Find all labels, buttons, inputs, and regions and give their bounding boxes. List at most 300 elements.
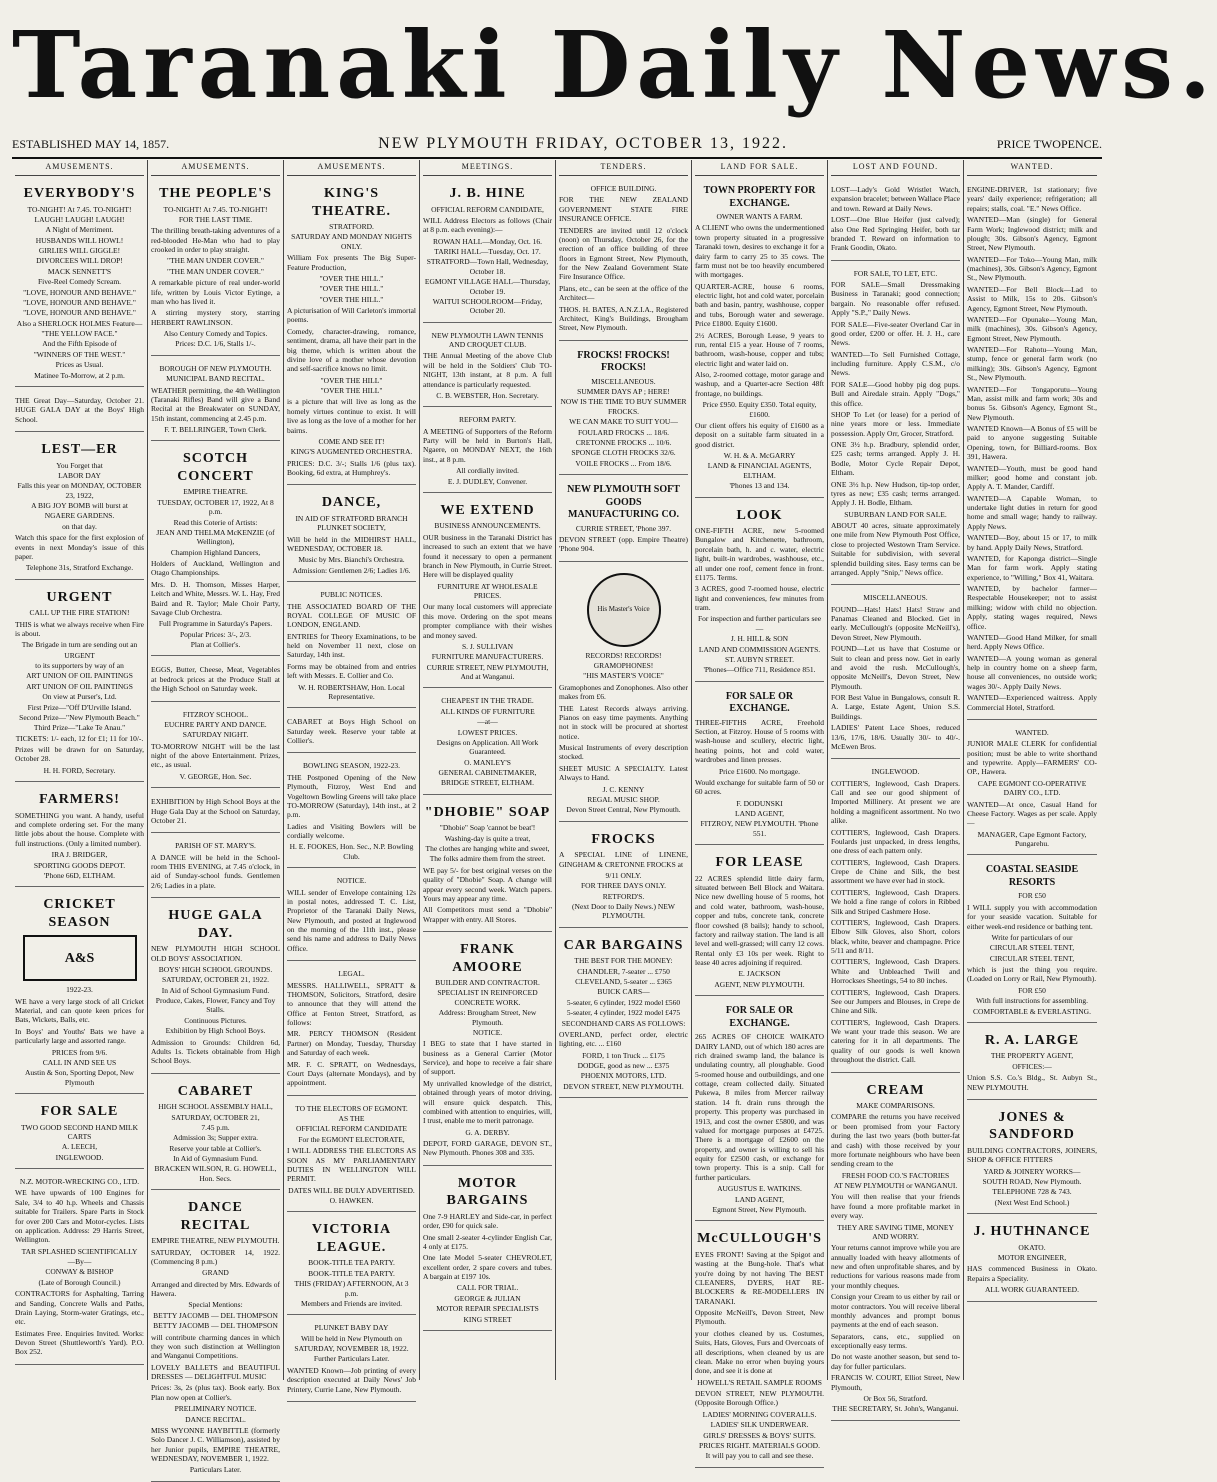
ad-line: Music by Mrs. Bianchi's Orchestra. [298, 555, 405, 565]
ad-line: WANTED—Youth, must be good hand milker; good home and constant job. Apply A. T. Mander, Cardiff. [967, 463, 1097, 492]
ad-line: DATES WILL BE DULY ADVERTISED. [288, 1185, 415, 1195]
ad-line: CIRCULAR STEEL TENT, [989, 943, 1075, 953]
ad-line: REFORM PARTY. [458, 415, 517, 425]
ad-line: Admission: Gentlemen 2/6; Ladies 1/6. [292, 565, 411, 575]
ad-line: WANTED—Good Hand Milker, for small herd. Apply News Office. [967, 632, 1097, 652]
advertisement [967, 859, 1097, 1023]
ad-line: LOST—Lady's Gold Wristlet Watch, expansion bracelet; between Wallace Place and town. Reward at Daily News. [831, 185, 960, 213]
ad-line: WE have a very large stock of all Cricket Material, and can quote keen prices for Bats, Wickets, Balls, etc. [15, 996, 144, 1025]
ad-line: DIVORCEES WILL DROP! [36, 256, 123, 266]
ad-title: JONES & SANDFORD [989, 1109, 1075, 1143]
ad-title: CREAM [866, 1082, 925, 1098]
advertisement [151, 360, 280, 442]
ad-line: RECORDS! RECORDS! [585, 650, 662, 660]
ad-line: ENTRIES for Theory Examinations, to be held on November 11 next, close on Saturday, 14th inst. [287, 631, 416, 660]
ad-line: EUCHRE PARTY AND DANCE. [164, 719, 267, 729]
ad-line: WE CAN MAKE TO SUIT YOU— [569, 417, 678, 427]
ad-line: CABARET at Boys High School on Saturday week. Reserve your table at Collier's. [287, 717, 416, 745]
ad-line: H. H. FORD, Secretary. [43, 765, 116, 775]
ad-line: NOTICE. [472, 1027, 503, 1037]
ad-line: on that day. [62, 521, 97, 531]
ad-line: CHANDLER, 7-seater ... £750 [577, 966, 670, 976]
advertisement [151, 180, 280, 356]
ad-line: LAND AGENT, [734, 1194, 785, 1204]
ad-line: PARISH OF ST. MARY'S. [175, 841, 256, 851]
ad-line: which is just the thing you require. (Loaded on Lorry or Rail, New Plymouth). [967, 965, 1097, 984]
ad-line: SATURDAY NIGHT. [182, 730, 249, 740]
ad-line: RETFORD'S. [602, 891, 645, 901]
column-6 [692, 160, 828, 1461]
advertisement [423, 936, 552, 1166]
advertisement [559, 345, 688, 475]
ad-line: —at— [477, 717, 498, 727]
ad-line: WANTED—Experienced waitress. Apply Commercial Hotel, Stratford. [967, 693, 1097, 712]
ad-line: SHEET MUSIC A SPECIALTY. Latest Always to Hand. [559, 763, 688, 783]
ad-line: MR. PERCY THOMSON (Resident Partner) on Monday, Tuesday, Thursday and Saturday of each week. [287, 1029, 416, 1058]
ad-line: "LOVE, HONOUR AND BEHAVE." [23, 297, 136, 307]
ad-line: Holders of Auckland, Wellington and Otago Championships. [151, 559, 280, 578]
ad-line: QUARTER-ACRE, house 6 rooms, electric light, hot and cold water, porcelain bath and basin, pantry, washhouse, copper and tubs, Borough water and sewerage. Price £1800. Equity £1600. [695, 281, 824, 329]
ad-title: NEW PLYMOUTH SOFT GOODS MANUFACTURING CO. [567, 484, 680, 520]
ad-line: I WILL supply you with accommodation for your seaside vacation. Suitable for either week-end residence or bathing tent. [967, 902, 1097, 931]
ad-line: Union S.S. Co.'s Bldg., St. Aubyn St., NEW PLYMOUTH. [967, 1073, 1097, 1092]
ad-line: Musical Instruments of every description stocked. [559, 743, 688, 762]
ad-line: FURNITURE MANUFACTURERS. [431, 652, 544, 662]
ad-line: MR. F. C. SPRATT, on Wednesdays, Court Days (alternate Mondays), and by appointment. [287, 1059, 416, 1088]
column-heading: WANTED. [967, 160, 1097, 176]
ad-line: SOUTH ROAD, New Plymouth. [982, 1177, 1082, 1186]
ad-line: Falls this year on MONDAY, OCTOBER 23, 1922, [17, 481, 142, 500]
ad-line: F. DODUNSKI [736, 798, 783, 808]
ad-line: IN AID OF STRATFORD BRANCH PLUNKET SOCIETY, [295, 513, 408, 533]
ad-line: BUILDING CONTRACTORS, JOINERS, SHOP & OFFICE FITTERS [967, 1145, 1097, 1165]
ad-line: BOWLING SEASON, 1922-23. [302, 761, 401, 771]
advertisement [831, 589, 960, 759]
advertisement [695, 180, 824, 498]
ad-line: TUESDAY, OCTOBER 17, 1922, At 8 p.m. [157, 497, 274, 517]
ad-line: MACK SENNETT'S [47, 266, 112, 276]
ad-line: PHOENIX MOTORS, LTD. [580, 1071, 667, 1081]
ad-line: H. E. FOOKES, Hon. Sec., N.P. Bowling Club. [289, 842, 414, 861]
ad-line: The clothes are hanging white and sweet, [425, 844, 550, 853]
ad-line: THE PROPERTY AGENT, [990, 1051, 1074, 1061]
ad-line: STRATFORD. [329, 222, 374, 231]
ad-line: FOR SALE—Good hobby pig dog pups. Bull and Airedale strain. Apply "Dogs," this office. [831, 379, 960, 408]
ad-line: Prices: 3s, 2s (plus tax). Book early. Box Plan now open at Collier's. [151, 1383, 280, 1402]
ad-line: your clothes cleaned by us. Costumes, Suits, Hats, Gloves, Furs and Overcoats of all descriptions, when cleaned by us are clean. Make no error when buying yours done, and see it is done at [695, 1328, 824, 1376]
ad-line: WANTED—A Capable Woman, to undertake light duties in return for good home and small wage; handy to railway. Apply News. [967, 493, 1097, 531]
ad-line: KING STREET [463, 1314, 512, 1324]
ad-line: Price £950. Equity £350. Total equity, £1600. [702, 400, 817, 419]
ad-line: C. B. WEBSTER, Hon. Secretary. [436, 390, 539, 400]
ad-line: WANTED—For Opunake—Young Man, milk (machines), 30s. Gibson's Agency, Egmont Street, New Plymouth. [967, 314, 1097, 343]
ad-line: Popular Prices: 3/-, 2/3. [179, 629, 252, 639]
ad-line: THE ASSOCIATED BOARD OF THE ROYAL COLLEGE OF MUSIC OF LONDON, ENGLAND. [287, 601, 416, 630]
ad-line: CALL IN AND SEE US [42, 1057, 117, 1067]
ad-line: BOOK-TITLE TEA PARTY. [308, 1268, 395, 1278]
advertisement [15, 1098, 144, 1169]
ad-line: A MEETING of Supporters of the Reform Party will be held in Burton's Hall, Ngaere, on MONDAY NEXT, the 16th inst., at 8 p.m. [423, 426, 552, 464]
advertisement [287, 965, 416, 1096]
ad-line: BUSINESS ANNOUNCEMENTS. [434, 521, 541, 531]
ad-line: The Brigade in turn are sending out an [21, 640, 138, 650]
ad-line: S. J. SULLIVAN [461, 641, 514, 651]
ad-line: In Aid of Gymnasium Fund. [173, 1154, 258, 1163]
ad-line: V. GEORGE, Hon. Sec. [179, 771, 252, 781]
ad-title: FARMERS! [39, 792, 120, 808]
ad-line: BOYS' HIGH SCHOOL GROUNDS. [158, 964, 273, 974]
ad-line: THEY ARE SAVING TIME, MONEY AND WORRY. [837, 1222, 954, 1241]
ad-line: Devon Street Central, New Plymouth. [566, 805, 681, 815]
columns [12, 160, 1102, 1475]
ad-line: LOWEST PRICES. [457, 727, 518, 737]
ad-line: A DANCE will be held in the School-room THIS EVENING, at 7.45 o'clock, in aid of Sunday-school funds. Gentlemen 2/6; Ladies in a plate. [151, 852, 280, 890]
ad-line: One 7-9 HARLEY and Side-car, in perfect order, £90 for quick sale. [423, 1211, 552, 1231]
ad-line: My unrivalled knowledge of the district, obtained through years of motor driving, will ensure quick despatch. This, combined with attention to enquiries, will, I trust, enable me to merit patronage. [423, 1078, 552, 1126]
ad-line: to its supporters by way of an [35, 661, 124, 670]
ad-line: DEVON STREET (opp. Empire Theatre) 'Phone 904. [559, 534, 688, 554]
ad-line: Prices as Usual. [55, 360, 104, 370]
ad-line: WE have upwards of 100 Engines for Sale, 3/4 to 40 h.p. Wheels and Chassis suitable for Trailers. Spare Parts in Stock for over 200 Cars and Motor-cycles. Lists on application. Address: 29 Harris Street, Wellington. [15, 1188, 144, 1245]
advertisement [967, 1218, 1097, 1301]
ad-line: 22 ACRES splendid little dairy farm, situated between Bell Block and Waitara. Nice new dwelling house of 5 rooms, hot and cold water, bathroom, wash-house, copper and tubs, concrete tank, concrete floor cowshed (8 bails); handy to school, factory and railway station. The land is all level and well-grassed; will carry 12 cows. Rental only £3 10s per week. Right to lease 40 acres adjoining if required. [695, 873, 824, 967]
ad-line: IRA J. BRIDGER, [51, 850, 108, 860]
ad-line: Third Prize—"Lake Te Anau." [33, 723, 126, 733]
ad-line: First Prize—"Off D'Urville Island. [27, 702, 132, 712]
ad-line: E. JACKSON [738, 969, 781, 979]
ad-line: Do not waste another season, but send to-day for fuller particulars. [831, 1352, 960, 1371]
ad-line: THE Latest Records always arriving. Pianos on easy time payments. Anything not in stock will be procured at shortest notice. [559, 703, 688, 741]
ad-line: The thrilling breath-taking adventures of a red-blooded He-Man who had to play crooked in order to play straight. [151, 226, 280, 254]
ad-line: OWNER WANTS A FARM. [716, 212, 803, 221]
ad-line: HUSBANDS WILL HOWL! [35, 235, 124, 245]
ad-line: "Dhobie" Soap 'cannot be beat'! [439, 823, 536, 833]
ad-line: TO-NIGHT! At 7.45. TO-NIGHT! [27, 204, 132, 214]
advertisement [423, 180, 552, 323]
ad-line: BETTY JACOMB — DEL THOMPSON [153, 1321, 278, 1331]
ad-line: SUBURBAN LAND FOR SALE. [844, 509, 947, 519]
ad-title: FOR SALE OR EXCHANGE. [725, 690, 794, 715]
ad-line: MISCELLANEOUS. [591, 376, 656, 386]
ad-title: FOR LEASE [715, 855, 804, 871]
ad-line: Gramophones and Zonophones. Also other makes from £6. [559, 682, 688, 702]
ad-line: (Next West End School.) [994, 1197, 1070, 1207]
ad-line: 'Phones 13 and 134. [729, 481, 790, 491]
ad-title: DANCE RECITAL [180, 1200, 251, 1233]
ad-line: NGAERE GARDENS. [44, 511, 115, 521]
ad-line: MISS WYONNE HAYBITTLE (formerly Solo Dancer J. C. Williamson), assisted by her Junior pupils, EMPIRE THEATRE, WEDNESDAY, NOVEMBER 1, 1922. [151, 1425, 280, 1463]
ad-line: Our client offers his equity of £1600 as a deposit on a suitable farm situated in a good district. [695, 420, 824, 449]
column-heading: AMUSEMENTS. [287, 160, 416, 176]
ad-line: W. H. ROBERTSHAW, Hon. Local Representative. [298, 682, 405, 701]
ad-line: In Aid of School Gymnasium Fund. [161, 985, 270, 995]
ad-line: BRIDGE STREET, ELTHAM. [441, 778, 534, 788]
ad-title: CRICKET SEASON [43, 897, 116, 930]
ad-line: STRATFORD—Town Hall, Wednesday, October 18. [426, 257, 549, 276]
ad-line: 'Phone 66D, ELTHAM. [43, 870, 116, 880]
ad-line: 265 ACRES OF CHOICE WAIKATO DAIRY LAND, out of which 180 acres are rich drained swamp land, the balance is undulating country, all ploughable. Good 5-roomed house and outbuildings, and one cottage, cream collected daily. Situated Pukewa, 8 miles from Mercer railway station. 14 ft. drain runs through the property. This property was purchased in 1913, and cost the owner £5800, and was valued for mortgage purposes at £4725. There is a mortgage of £2600 on the property, and owner is willing to sell his equity for £2500 cash, or exchange for town property. This is a snip. Call for further particulars. [695, 1032, 824, 1182]
ad-line: MAKE COMPARISONS. [856, 1101, 935, 1110]
ad-line: TO-NIGHT! At 7.45. TO-NIGHT! [163, 204, 268, 214]
ad-line: FOR SALE—Small Dressmaking Business in Taranaki; good connection; bargain. No reasonable offer refused. Apply "S.P.," Daily News. [831, 280, 960, 318]
ad-line: BUILDER AND CONTRACTOR. [435, 978, 540, 987]
ad-line: VOILE FROCKS ... From 18/6. [575, 458, 672, 468]
ad-line: INGLEWOOD. [55, 1152, 104, 1162]
ad-line: "THE YELLOW FACE." [41, 329, 118, 338]
ad-line: FOUND—Let us have that Costume or Suit to clean and press now. Get in early and avoid the rush. McCullough's, opposite McNeill's, Devon Street, New Plymouth. [831, 644, 960, 691]
ad-line: MANAGER, Cape Egmont Factory, Pungarehu. [977, 829, 1087, 848]
ad-title: VICTORIA LEAGUE. [311, 1222, 392, 1255]
newspaper-title: Taranaki Daily News. [12, 11, 1217, 119]
ad-line: Write for particulars of our [991, 932, 1073, 942]
ad-line: MISCELLANEOUS. [863, 593, 928, 603]
ad-line: Full Programme in Saturday's Papers. [158, 619, 273, 629]
ad-line: "OVER THE HILL." [319, 284, 384, 294]
column-1 [12, 160, 148, 1380]
ad-title: TOWN PROPERTY FOR EXCHANGE. [703, 185, 816, 209]
ad-line: SATURDAY, OCTOBER 14, 1922. (Commencing 8 p.m.) [151, 1247, 280, 1266]
ad-line: Admission to Grounds: Children 6d, Adults 1s. Tickets obtainable from High School Boys. [151, 1037, 280, 1066]
ad-line: COTTIER'S, Inglewood, Cash Drapers. See our Jumpers and Blouses, in Crepe de Chine and Silk. [831, 987, 960, 1016]
ad-line: INGLEWOOD. [871, 767, 920, 777]
column-5 [556, 160, 692, 1380]
ad-line: GENERAL CABINETMAKER, [438, 768, 537, 777]
ad-line: TAR SPLASHED SCIENTIFICALLY [21, 1246, 138, 1256]
advertisement [831, 1077, 960, 1421]
advertisement [151, 902, 280, 1074]
ad-line: FOR SALE—Five-seater Overland Car in good order, £200 or offer. H. J. H., care News. [831, 319, 960, 348]
ad-line: BOROUGH OF NEW PLYMOUTH. [159, 363, 272, 373]
advertisement [831, 763, 960, 1072]
ad-line: TWO GOOD SECOND HAND MILK CARTS [20, 1122, 139, 1141]
advertisement [287, 1216, 416, 1315]
ad-line: Price £1600. No mortgage. [718, 766, 801, 776]
ad-line: "OVER THE HILL." [319, 273, 384, 283]
ad-line: WILL Address Electors as follows (Chair at 8 p.m. each evening):— [423, 215, 552, 235]
ad-line: ALL WORK GUARANTEED. [985, 1285, 1079, 1295]
ad-line: COMFORTABLE & EVERLASTING. [973, 1006, 1091, 1016]
ad-line: SPORTING GOODS DEPOT. [33, 860, 126, 870]
ad-line: LAND AGENT, [734, 809, 785, 818]
ad-line: A Night of Merriment. [45, 225, 114, 235]
ad-line: JEAN AND THELMA McKENZIE (of Wellington), [156, 527, 275, 547]
ad-line: Separators, cans, etc., supplied on exceptionally easy terms. [831, 1331, 960, 1350]
ad-line: Estimates Free. Enquiries Invited. Works: Devon Street (Shuttleworth's Yard). P.O. Box 252. [15, 1328, 144, 1357]
ad-line: GIRLS' DRESSES & BOYS' SUITS. [703, 1430, 816, 1440]
ad-line: Plans, etc., can be seen at the office of the Architect— [559, 283, 688, 303]
ad-line: THOS. H. BATES, A.N.Z.I.A., Registered Architect, King's Buildings, Brougham Street, New Plymouth. [559, 304, 688, 333]
ad-line: HIGH SCHOOL ASSEMBLY HALL, [158, 1102, 273, 1112]
ad-line: I BEG to state that I have started in business as a General Carrier (Motor Service), and hope to receive a fair share of support. [423, 1039, 552, 1077]
column-2 [148, 160, 284, 1475]
ad-line: EGGS, Butter, Cheese, Meat, Vegetables at bedrock prices at the Produce Stall at the High School on Saturday week. [151, 665, 280, 694]
advertisement [423, 327, 552, 408]
ad-line: SPECIALIST IN REINFORCED CONCRETE WORK. [437, 988, 538, 1007]
ad-title: FROCKS! FROCKS! FROCKS! [577, 349, 670, 374]
ad-line: FOULARD FROCKS ... 18/6. [577, 427, 670, 437]
advertisement [287, 489, 416, 582]
ad-line: Particulars Later. [189, 1465, 242, 1475]
ad-title: DANCE, [321, 495, 382, 511]
ad-line: SATURDAY, NOVEMBER 18, 1922. [294, 1344, 409, 1353]
advertisement [15, 180, 144, 387]
ad-line: THREE-FIFTHS ACRE, Freehold Section, at Fitzroy. House of 5 rooms with wash-house and scullery, electric light, heating points, hot and cold water, wardrobes and linen presses. [695, 717, 824, 765]
ad-line: HOWELL'S RETAIL SAMPLE ROOMS [697, 1377, 822, 1387]
ad-line: DEPOT, FORD GARAGE, DEVON ST., New Plymouth. Phones 308 and 335. [423, 1139, 552, 1158]
ad-line: FOR THE LAST TIME. [178, 214, 253, 224]
shop-logo: A&S [23, 935, 137, 981]
ad-line: LOST—One Blue Heifer (just calved); also One Red Springing Heifer, both tar branded T. Reward on information to Frank Goodin, Okato. [831, 215, 960, 253]
ad-line: (Late of Borough Council.) [38, 1277, 121, 1287]
ad-title: EVERYBODY'S [23, 186, 136, 201]
ad-line: THE Annual Meeting of the above Club will be held in the Soldiers' Club TO-NIGHT, 13th instant, at 8 p.m. A full attendance is particularly requested. [423, 351, 552, 389]
advertisement [695, 1000, 824, 1221]
ad-line: WANTED—To Sell Furnished Cottage, including furniture. Apply C.S.M., c/o News. [831, 349, 960, 378]
ad-line: CURRIE STREET, NEW PLYMOUTH, And at Wanganui. [426, 662, 549, 681]
ad-line: "OVER THE HILL." [319, 294, 384, 304]
advertisement [695, 1225, 824, 1467]
ad-line: Second Prize—"New Plymouth Beach." [19, 712, 140, 722]
ad-title: J. B. HINE [449, 186, 526, 201]
ad-title: "DHOBIE" SOAP [424, 804, 551, 820]
ad-line: "OVER THE HILL" [320, 386, 383, 395]
ad-line: One late Model 5-seater CHEVROLET, excellent order, 2 spare covers and tubes. A bargain at £197 10s. [423, 1253, 552, 1281]
ad-line: Five-Reel Comedy Scream. [37, 277, 122, 287]
ad-line: You Forget that [56, 460, 103, 470]
ad-line: PLUNKET BABY DAY [314, 1323, 389, 1333]
ad-line: SPONGE CLOTH FROCKS 32/6. [571, 448, 676, 458]
ad-line: And the Fifth Episode of [42, 339, 117, 349]
ad-line: THE Great Day—Saturday, October 21. HUGE GALA DAY at the Boys' High School. [15, 395, 144, 424]
advertisement [831, 265, 960, 586]
ad-title: McCULLOUGH'S [697, 1231, 822, 1247]
ad-line: ABOUT 40 acres, situate approximately one mile from New Plymouth Post Office, close to projected Westown Tram Service. Suitable for subdivision, with several splendid building sites. Easy terms can be arranged. Apply "Snip," News office. [831, 521, 960, 577]
ad-line: It will pay you to call and see these. [705, 1451, 814, 1461]
ad-line: With full instructions for assembling. [976, 996, 1088, 1006]
ad-line: CURRIE STREET, 'Phone 397. [575, 523, 672, 533]
ad-line: EGMONT VILLAGE HALL—Thursday, October 19. [424, 277, 551, 296]
ad-line: URGENT [64, 650, 95, 660]
advertisement [559, 932, 688, 1098]
ad-line: Designs on Application. All Work Guaranteed. [436, 737, 539, 757]
ad-line: WE pay 5/- for best original verses on the quality of "Dhobie" Soap. A change will appear every second week. Watch papers. Yours may appear any time. [423, 865, 552, 903]
ad-line: Telephone 31s, Stratford Exchange. [25, 563, 134, 573]
ad-line: EXHIBITION by High School Boys at the Huge Gala Day at the School on Saturday, October 21. [151, 797, 280, 825]
ad-line: WANTED—Boy, about 15 or 17, to milk by hand. Apply Daily News, Stratford. [967, 533, 1097, 552]
ad-line: COTTIER'S, Inglewood, Cash Drapers. Elbow Silk Gloves, also Short, colors black, white, beaver and champagne. Price 5/11 and 8/11. [831, 917, 960, 955]
advertisement [151, 1078, 280, 1191]
ad-line: WANTED—For Toko—Young Man, milk (machines), 30s. Gibson's Agency, Egmont St., New Plymouth. [967, 254, 1097, 283]
ad-line: Arranged and directed by Mrs. Edwards of Hawera. [151, 1279, 280, 1298]
ad-title: FROCKS [591, 831, 656, 847]
ad-line: All cordially invited. [456, 466, 519, 476]
ad-line: THE Postponed Opening of the New Plymouth, Fitzroy, West End and Vogeltown Bowling Greens will take place TO-MORROW (Saturday), 14th inst., at 2 p.m. [287, 772, 416, 820]
ad-line: FRANCIS W. COURT, Elliot Street, New Plymouth, [831, 1373, 960, 1392]
ad-title: LOOK [736, 507, 783, 523]
ad-line: PRICES RIGHT. MATERIALS GOOD. [699, 1440, 820, 1450]
ad-line: ART UNION OF OIL PAINTINGS [26, 671, 133, 681]
advertisement [423, 411, 552, 493]
ad-line: Egmont Street, New Plymouth. [712, 1204, 807, 1214]
price-line: PRICE TWOPENCE. [996, 136, 1102, 151]
masthead [12, 10, 1217, 120]
ad-line: Members and Friends are invited. [300, 1298, 402, 1308]
ad-line: NOTICE. [336, 876, 367, 886]
ad-line: 2½ ACRES, Borough Lease, 9 years to run, rental £15 a year. House of 7 rooms, bathroom, wash-house, copper and tubs; electric light and water laid on. [695, 330, 824, 368]
ad-line: CONTRACTORS for Asphalting, Tarring and Sanding, Concrete Walls and Paths, Drain Laying, Storm-water Gratings, etc., etc. [15, 1289, 144, 1327]
advertisement [559, 180, 688, 341]
ad-line: Our many local customers will appreciate this move. Ordering on the spot means prompter compliance with their wishes and money saved. [423, 602, 552, 640]
ad-line: THE BEST FOR THE MONEY: [574, 956, 673, 966]
ad-title: FOR SALE [40, 1104, 119, 1119]
ad-line: WAITUI SCHOOLROOM—Friday, October 20. [432, 296, 543, 316]
advertisement [15, 1173, 144, 1365]
ad-line: WEATHER permitting, the 4th Wellington (Taranaki Rifles) Band will give a Band Recital at the Breakwater on SUNDAY, 15th instant, commencing at 2.45 p.m. [151, 385, 280, 423]
ad-line: —By— [67, 1257, 92, 1266]
ad-line: Will be held in New Plymouth on [301, 1333, 402, 1343]
ad-line: ROWAN HALL—Monday, Oct. 16. [432, 236, 543, 246]
ad-line: WANTED Known—Job printing of every description executed at Daily News' Job Printery, Currie Lane, New Plymouth. [287, 1365, 416, 1394]
ad-line: All Competitors must send a "Dhobie" Wrapper with entry. All Stores. [423, 905, 552, 924]
ad-line: OVERLAND, perfect order, electric lighting, etc. ... £160 [559, 1029, 688, 1049]
advertisement [287, 712, 416, 753]
ad-line: FITZROY, NEW PLYMOUTH. 'Phone 551. [700, 819, 819, 838]
ad-line: MOTOR ENGINEER, [997, 1253, 1067, 1262]
advertisement [15, 786, 144, 887]
ad-line: You will then realise that your friends have found a more profitable market in every way. [831, 1192, 960, 1221]
ad-line: Also a SHERLOCK HOLMES Feature— [16, 318, 143, 328]
ad-line: ALL KINDS OF FURNITURE [440, 706, 535, 716]
advertisement [695, 502, 824, 682]
ad-line: GEORGE & JULIAN [454, 1293, 521, 1303]
ad-line: ONE 3½ h.p. Bradbury, splendid order, £25 cash; terms arranged. Apply J. H. Bodle, Motor Cycle Repair Depot, Eltham. [831, 440, 960, 478]
ad-line: Ladies and Visiting Bowlers will be cordially welcome. [287, 821, 416, 840]
ad-line: GRAND [202, 1268, 229, 1278]
ad-title: KING'S THEATRE. [312, 186, 391, 219]
ad-line: THE SECRETARY, St. John's, Wanganui. [832, 1404, 959, 1414]
ad-line: Further Particulars Later. [313, 1354, 390, 1364]
ad-line: W. H. & A. McGARRY [723, 451, 796, 460]
ad-title: SCOTCH CONCERT [177, 451, 254, 484]
ad-line: COTTIER'S, Inglewood, Cash Drapers. We hold a fine range of colors in Ribbed Silk and Striped Cashmere Hose. [831, 887, 960, 916]
ad-line: On view at Purser's, Ltd. [42, 692, 117, 702]
ad-line: CONWAY & BISHOP [45, 1267, 114, 1277]
ad-title: FRANK AMOORE [452, 942, 523, 975]
ad-line: "THE MAN UNDER COVER." [167, 266, 264, 276]
ad-line: EMPIRE THEATRE, NEW PLYMOUTH. [151, 1236, 280, 1246]
ad-line: FORD, 1 ton Truck ... £175 [582, 1050, 665, 1060]
ad-line: EMPIRE THEATRE. [183, 487, 248, 497]
ad-line: AT NEW PLYMOUTH or WANGANUI. [833, 1181, 958, 1190]
ad-line: A remarkable picture of real under-world life, written by Louis Victor Eytinge, a man who has lived it. [151, 278, 280, 306]
ad-line: SATURDAY, OCTOBER 21, [171, 1112, 260, 1122]
ad-line: BETTY JACOMB — DEL THOMPSON [153, 1310, 278, 1320]
ad-line: COMPARE the returns you have received or been promised from your Factory during the last two years (both butter-fat and cash) with those received by your more fortunate neighbours who have been sending cream to the [831, 1112, 960, 1169]
ad-line: CHEAPEST IN THE TRADE. [441, 696, 534, 706]
advertisement [287, 757, 416, 868]
ad-title: FOR SALE OR EXCHANGE. [725, 1005, 794, 1029]
ad-line: ONE 3½ h.p. New Hudson, tip-top order, tyres as new; £35 cash; terms arranged. Apply J. H. Bodle, Eltham. [831, 479, 960, 508]
ad-line: SATURDAY, OCTOBER 21, 1922. [162, 975, 269, 985]
advertisement [151, 660, 280, 701]
ad-line: TICKETS: 1/- each, 12 for £1; 11 for 10/-. [15, 733, 144, 743]
ad-line: "HIS MASTER'S VOICE" [583, 671, 664, 681]
ad-line: E. J. DUDLEY, Convener. [447, 476, 528, 486]
ad-line: LADIES' Patent Lace Shoes, reduced 13/6, 17/6, 18/6. Usually 30/- to 40/-. McEwen Bros. [831, 723, 960, 751]
advertisement [559, 479, 688, 562]
ad-line: WANTED—For Tongaporutu—Young Man, assist milk and farm work; 30s and bonus 5s. Gibson's Agency, Egmont St., New Plymouth. [967, 384, 1097, 422]
issue-date: NEW PLYMOUTH FRIDAY, OCTOBER 13, 1922. [378, 135, 788, 152]
